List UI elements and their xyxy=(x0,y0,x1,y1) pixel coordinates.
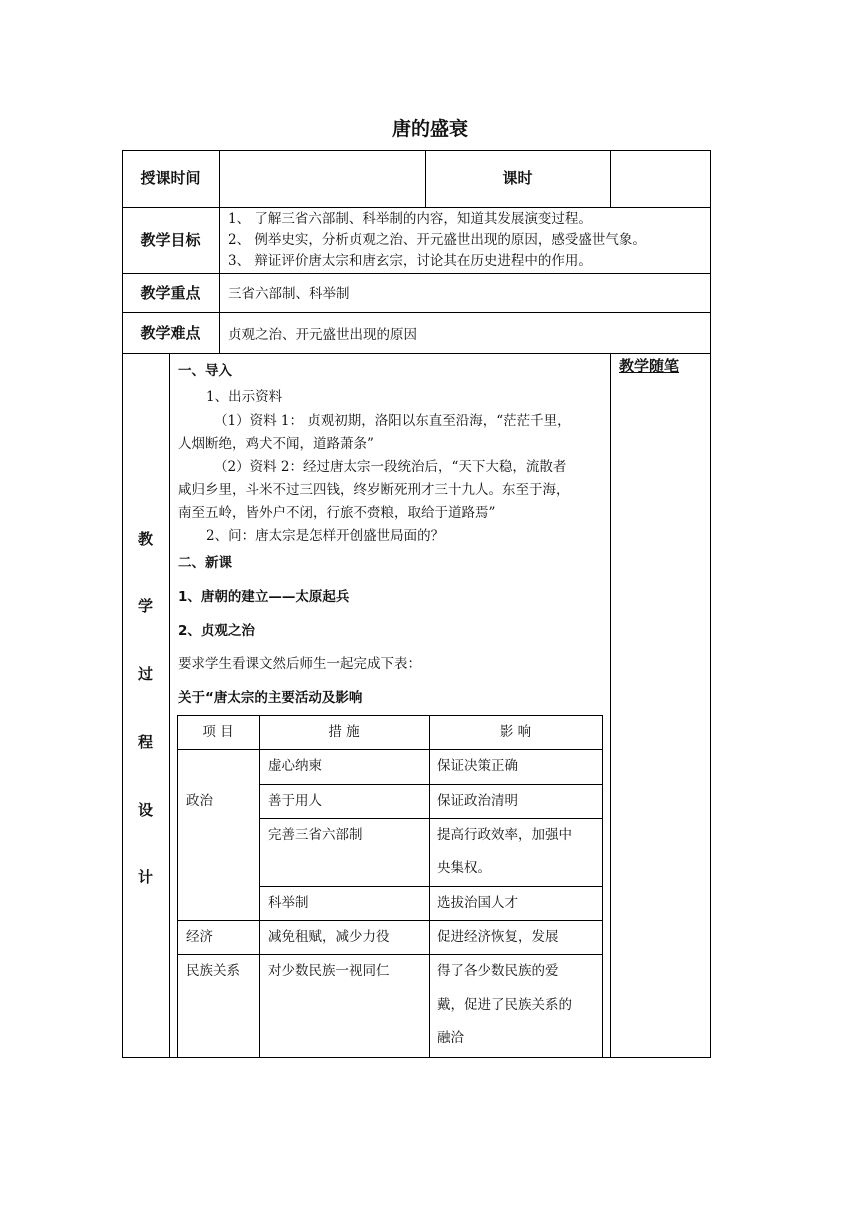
material-line: 咸归乡里，斗米不过三四钱，终岁断死刑才三十九人。东至于海， xyxy=(178,482,570,498)
goals-list xyxy=(228,209,708,272)
measure-cell: 科举制 xyxy=(268,895,309,911)
effect-cell: 促进经济恢复，发展 xyxy=(437,929,559,945)
process-label-char: 程 xyxy=(138,733,154,751)
intro-item: 2、问：唐太宗是怎样开创盛世局面的？ xyxy=(206,528,445,544)
process-label-char: 计 xyxy=(138,868,154,886)
effect-cell: 融洽 xyxy=(437,1030,464,1046)
time-label: 授课时间 xyxy=(140,169,201,187)
effect-cell: 选拔治国人才 xyxy=(437,895,518,911)
material-line: （1）资料 1： 贞观初期，洛阳以东直至沿海，“茫茫千里， xyxy=(214,413,571,429)
effect-cell: 保证政治清明 xyxy=(437,793,518,809)
process-label-char: 过 xyxy=(138,665,154,683)
effect-cell: 央集权。 xyxy=(437,860,491,876)
table-title: 关于“唐太宗的主要活动及影响 xyxy=(178,690,363,706)
category-economy: 经济 xyxy=(186,929,213,945)
category-politics: 政治 xyxy=(186,793,213,809)
process-label-char: 设 xyxy=(138,801,154,819)
inner-header: 项 目 xyxy=(202,724,234,740)
period-label: 课时 xyxy=(502,169,533,187)
instruction-text: 要求学生看课文然后师生一起完成下表： xyxy=(178,656,421,672)
effect-cell: 提高行政效率，加强中 xyxy=(437,827,572,843)
measure-cell: 对少数民族一视同仁 xyxy=(268,963,390,979)
goal-item: 1、 了解三省六部制、科举制的内容，知道其发展演变过程。 xyxy=(228,211,592,227)
notes-label: 教学随笔 xyxy=(619,357,680,375)
measure-cell: 虚心纳柬 xyxy=(268,758,322,774)
key-points-value: 三省六部制、科举制 xyxy=(228,286,350,302)
key-points-label: 教学重点 xyxy=(140,284,201,302)
measure-cell: 善于用人 xyxy=(268,793,322,809)
material-line: （2）资料 2：经过唐太宗一段统治后，“天下大稳，流散者 xyxy=(214,459,567,475)
effect-cell: 戴，促进了民族关系的 xyxy=(437,997,572,1013)
intro-heading: 一、导入 xyxy=(178,363,232,379)
lesson-plan-table xyxy=(122,150,711,1058)
process-label-char: 教 xyxy=(138,530,154,548)
process-label-char: 学 xyxy=(138,597,154,615)
category-ethnic: 民族关系 xyxy=(186,963,240,979)
goal-item: 3、 辩证评价唐太宗和唐玄宗，讨论其在历史进程中的作用。 xyxy=(228,253,592,269)
effect-cell: 保证决策正确 xyxy=(437,758,518,774)
goal-item: 2、 例举史实，分析贞观之治、开元盛世出现的原因，感受盛世气象。 xyxy=(228,232,646,248)
difficulties-value: 贞观之治、开元盛世出现的原因 xyxy=(228,327,417,343)
measure-cell: 完善三省六部制 xyxy=(268,827,363,843)
goals-label: 教学目标 xyxy=(140,231,201,249)
section-heading: 1、唐朝的建立——太原起兵 xyxy=(178,589,350,605)
effect-cell: 得了各少数民族的爱 xyxy=(437,963,559,979)
document-title: 唐的盛衰 xyxy=(391,118,468,140)
material-line: 南至五岭，皆外户不闭，行旅不赍粮，取给于道路焉” xyxy=(178,505,496,521)
inner-header: 措 施 xyxy=(328,724,360,740)
intro-item: 1、出示资料 xyxy=(206,389,283,405)
difficulties-label: 教学难点 xyxy=(140,324,201,342)
section-heading: 2、贞观之治 xyxy=(178,623,255,639)
material-line: 人烟断绝，鸡犬不闻，道路萧条” xyxy=(178,436,374,452)
measure-cell: 减免租赋，减少力役 xyxy=(268,929,390,945)
inner-header: 影 响 xyxy=(499,724,532,740)
new-lesson-heading: 二、新课 xyxy=(178,555,232,571)
